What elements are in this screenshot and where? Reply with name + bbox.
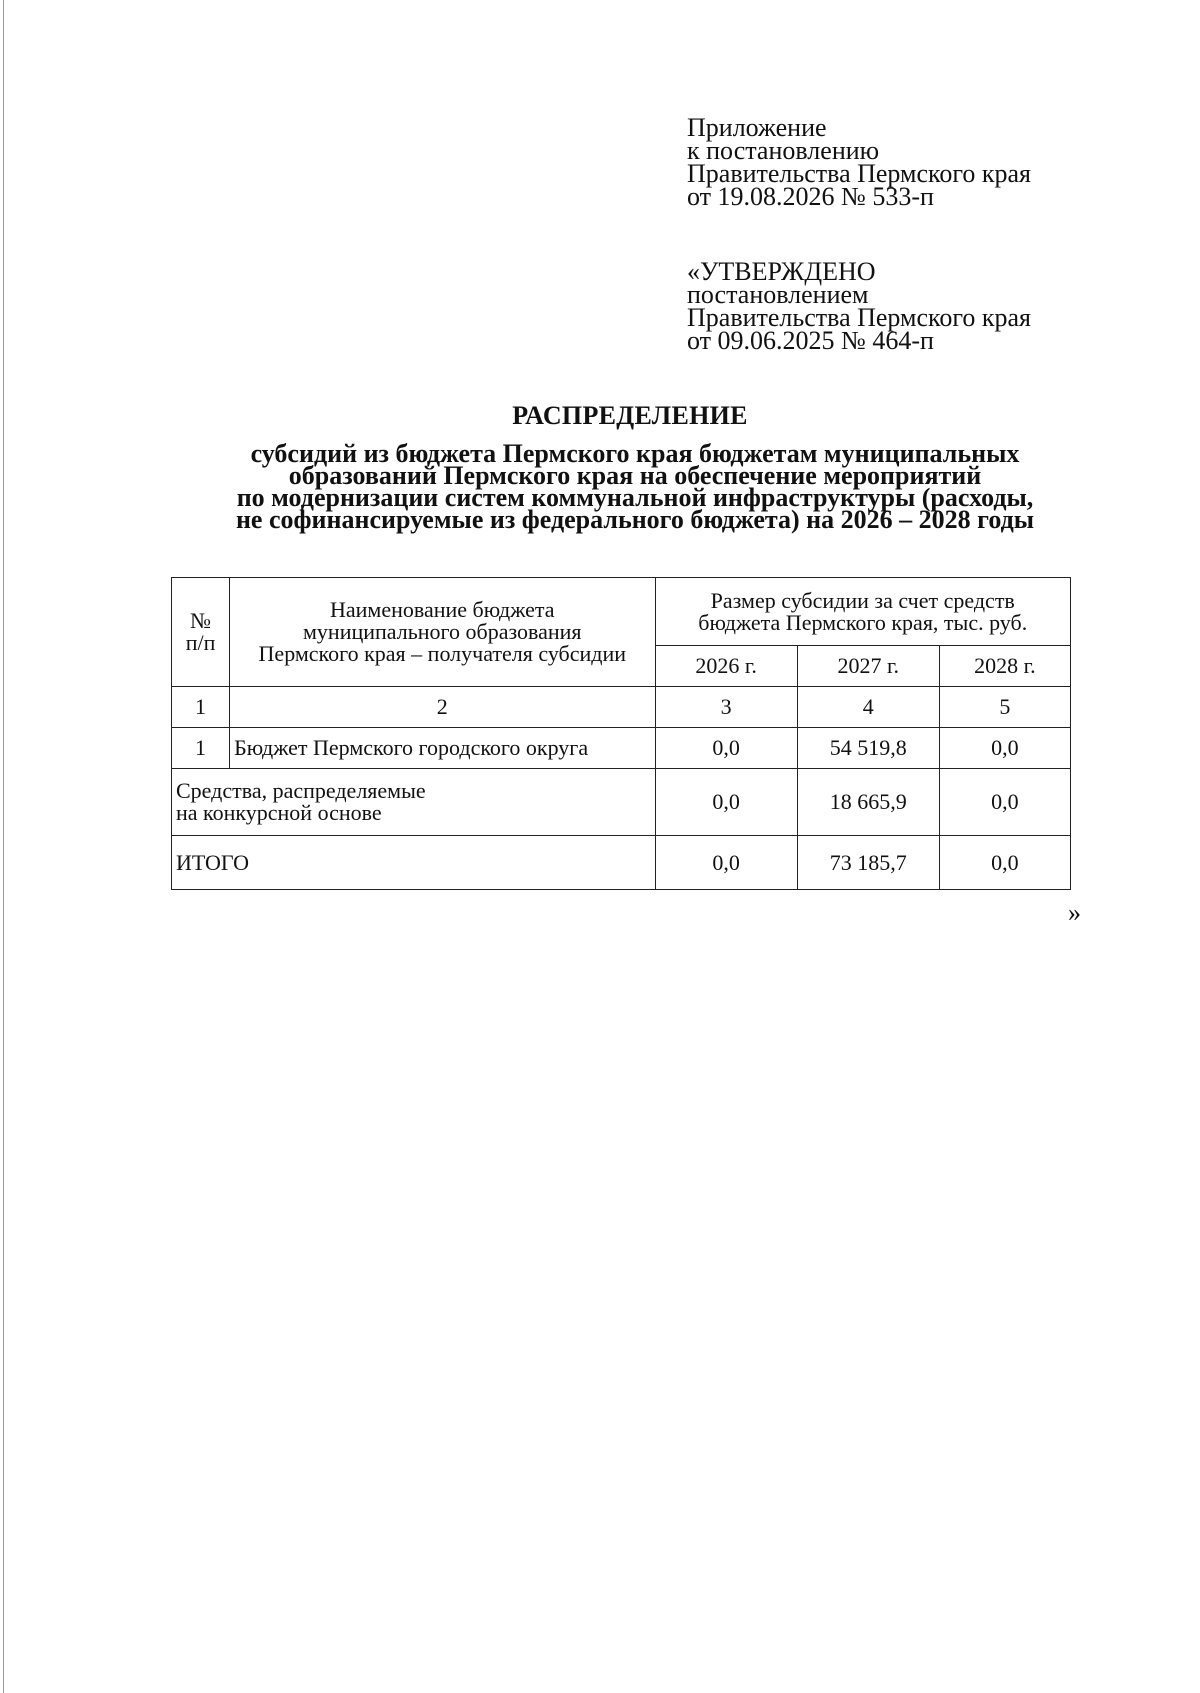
subtitle-line: по модернизации систем коммунальной инфраструктуры (расходы, — [236, 483, 1034, 512]
subsidy-distribution-table — [171, 577, 1071, 890]
page-edge — [3, 0, 4, 1693]
annex-line: от 19.08.2026 № 533-п — [687, 182, 934, 211]
competitive-value-2028: 0,0 — [939, 769, 1070, 836]
approved-line: от 09.06.2025 № 464-п — [687, 326, 934, 355]
competitive-value-2027: 18 665,9 — [797, 769, 939, 836]
total-label: ИТОГО — [172, 836, 656, 890]
approval-stamp-block — [687, 257, 1107, 355]
table-header-row — [172, 578, 1071, 646]
subtitle-line: субсидий из бюджета Пермского края бюджетам муниципальных — [250, 439, 1020, 468]
closing-quote-mark: » — [1068, 898, 1081, 927]
header-size-line: Размер субсидии за счет средств — [710, 587, 1015, 613]
approved-line: «УТВЕРЖДЕНО — [687, 257, 876, 286]
subtitle-line: образований Пермского края на обеспечение мероприятий — [288, 461, 982, 490]
approved-line: постановлением — [687, 280, 869, 309]
competitive-value-2026: 0,0 — [655, 769, 797, 836]
column-index-row — [172, 687, 1071, 728]
header-year-2026: 2026 г. — [655, 646, 797, 687]
total-value-2026: 0,0 — [655, 836, 797, 890]
document-subtitle — [185, 439, 1085, 534]
header-name-line: Пермского края – получателя субсидии — [258, 641, 627, 666]
header-cell-subsidy-size — [655, 578, 1070, 646]
competitive-funds-label — [172, 769, 656, 836]
row-value-2028: 0,0 — [939, 728, 1070, 769]
header-cell-number — [172, 578, 230, 687]
header-size-line: бюджета Пермского края, тыс. руб. — [698, 609, 1028, 635]
column-index-cell: 4 — [797, 687, 939, 728]
annex-reference-block — [687, 113, 1107, 211]
subtitle-line: не софинансируемые из федерального бюджета) на 2026 – 2028 годы — [235, 505, 1035, 534]
row-value-2026: 0,0 — [655, 728, 797, 769]
header-year-2027: 2027 г. — [797, 646, 939, 687]
header-number-sign: № — [190, 608, 212, 633]
annex-line: Приложение — [687, 113, 827, 142]
total-value-2027: 73 185,7 — [797, 836, 939, 890]
annex-line: к постановлению — [687, 136, 880, 165]
approved-line: Правительства Пермского края — [687, 303, 1031, 332]
competitive-funds-row — [172, 769, 1071, 836]
column-index-cell: 5 — [939, 687, 1070, 728]
header-cell-budget-name — [230, 578, 655, 687]
header-name-line: Наименование бюджета — [329, 597, 555, 622]
competitive-label-line: на конкурсной основе — [176, 800, 382, 825]
header-name-line: муниципального образования — [303, 619, 582, 644]
header-year-2028: 2028 г. — [939, 646, 1070, 687]
row-number-cell: 1 — [172, 728, 230, 769]
row-value-2027: 54 519,8 — [797, 728, 939, 769]
total-row — [172, 836, 1071, 890]
document-title: РАСПРЕДЕЛЕНИЕ — [512, 401, 748, 430]
competitive-label-line: Средства, распределяемые — [176, 778, 426, 803]
column-index-cell: 2 — [230, 687, 655, 728]
column-index-cell: 1 — [172, 687, 230, 728]
table-row — [172, 728, 1071, 769]
row-budget-name-cell: Бюджет Пермского городского округа — [230, 728, 655, 769]
annex-line: Правительства Пермского края — [687, 159, 1031, 188]
total-value-2028: 0,0 — [939, 836, 1070, 890]
header-number-abbr: п/п — [185, 630, 216, 655]
column-index-cell: 3 — [655, 687, 797, 728]
